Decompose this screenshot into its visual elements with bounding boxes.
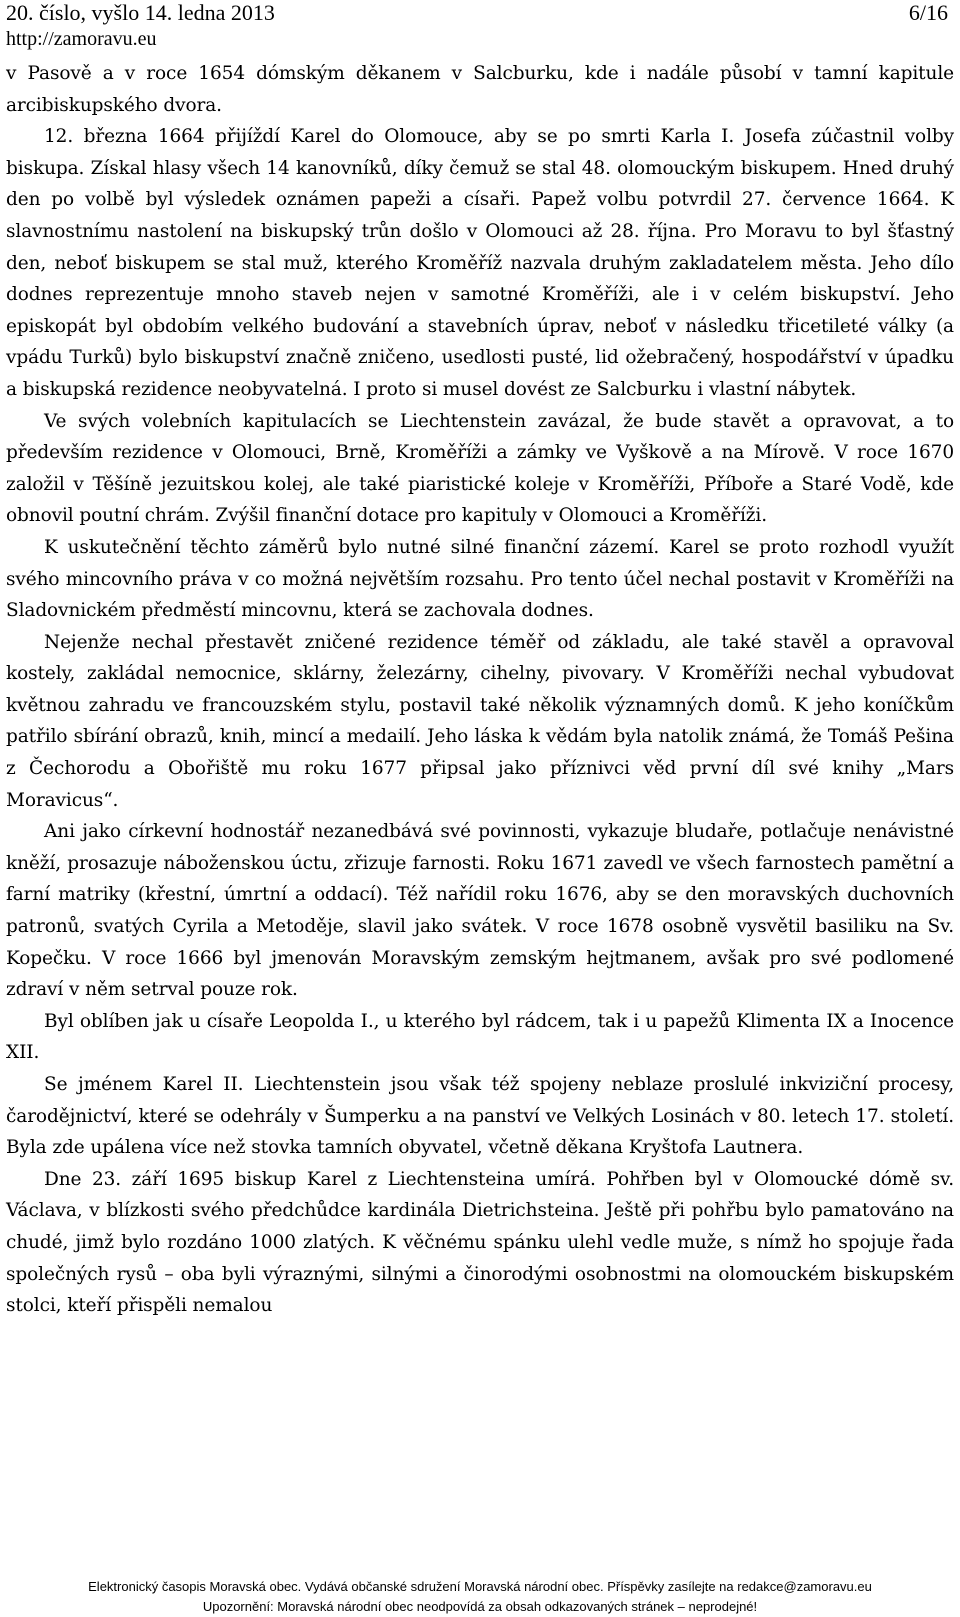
paragraph: Dne 23. září 1695 biskup Karel z Liechtensteina umírá. Pohřben byl v Olomoucké dómě sv. Václava, v blízkosti svého předchůdce kardinála Dietrichsteina. Ještě při pohřbu bylo pamatováno na chudé, jimž bylo rozdáno 1000 zlatých. K věčnému spánku ulehl vedle muže, s nímž ho spojuje řada společných rysů – oba byli výraznými, silnými a činorodými osobnostmi na olomouckém biskupském stolci, kteří přispěli nemalou	[6, 1168, 954, 1317]
paragraph: Ve svých volebních kapitulacích se Liechtenstein zavázal, že bude stavět a opravovat, a to především rezidence v Olomouci, Brně, Kroměříži a zámky ve Vyškově a na Mírově. V roce 1670 založil v Těšíně jezuitskou kolej, ale také piaristické koleje v Kroměříži, Příboře a Staré Vodě, kde obnovil poutní chrám. Zvýšil finanční dotace pro kapituly v Olomouci a Kroměříži.	[6, 410, 954, 527]
paragraph: v Pasově a v roce 1654 dómským děkanem v Salcburku, kde i nadále působí v tamní kapitule arcibiskupského dvora.	[6, 63, 954, 116]
site-url-link[interactable]: http://zamoravu.eu	[6, 28, 157, 50]
paragraph: 12. března 1664 přijíždí Karel do Olomouce, aby se po smrti Karla I. Josefa zúčastnil volby biskupa. Získal hlasy všech 14 kanovníků, díky čemuž se stal 48. olomouckým biskupem. Hned druhý den po volbě byl výsledek oznámen papeži a císaři. Papež volbu potvrdil 27. července 1664. K slavnostnímu nastolení na biskupský trůn došlo v Olomouci až 28. října. Pro Moravu to byl šťastný den, neboť biskupem se stal muž, kterého Kroměříž nazvala druhým zakladatelem města. Jeho dílo dodnes reprezentuje mnoho staveb nejen v samotné Kroměříži, ale i v celém biskupství. Jeho episkopát byl obdobím velkého budování a stavebních úprav, neboť v následku třicetileté války (a vpádu Turků) bylo biskupství značně zničeno, usedlosti pusté, lid ožebračený, hospodářství v úpadku a biskupská rezidence neobyvatelná. I proto si musel dovést ze Salcburku i vlastní nábytek.	[6, 126, 954, 400]
page-number: 6/16	[908, 0, 948, 25]
paragraph: K uskutečnění těchto záměrů bylo nutné silné finanční zázemí. Karel se proto rozhodl využít svého mincovního práva v co možná největším rozsahu. Pro tento účel nechal postavit v Kroměříži na Sladovnickém předměstí mincovnu, která se zachovala dodnes.	[6, 536, 954, 622]
paragraph: Ani jako církevní hodnostář nezanedbává své povinnosti, vykazuje bludaře, potlačuje nenávistné kněží, prosazuje náboženskou úctu, zřizuje farnosti. Roku 1671 zavedl ve všech farnostech pamětní a farní matriky (křestní, úmrtní a oddací). Též nařídil roku 1676, aby se den moravských duchovních patronů, svatých Cyrila a Metoděje, slavil jako svátek. V roce 1678 osobně vysvětil basiliku na Sv. Kopečku. V roce 1666 byl jmenován Moravským zemským hejtmanem, avšak pro své podlomené zdraví v něm setrval pouze rok.	[6, 821, 954, 1001]
header-url-line	[6, 26, 954, 52]
page-footer	[0, 1577, 960, 1617]
page-header	[6, 0, 954, 56]
paragraph: Se jménem Karel II. Liechtenstein jsou však též spojeny neblaze proslulé inkviziční procesy, čarodějnictví, které se odehrály v Šumperku a na panství ve Velkých Losinách v 80. letech 17. století. Byla zde upálena více než stovka tamních obyvatel, včetně děkana Kryštofa Lautnera.	[6, 1074, 954, 1159]
issue-info: 20. číslo, vyšlo 14. ledna 2013	[6, 0, 275, 25]
header-top-line	[6, 0, 954, 26]
footer-disclaimer-line: Upozornění: Moravská národní obec neodpovídá za obsah odkazovaných stránek – neprodejné!	[202, 1599, 758, 1614]
article-body	[6, 58, 954, 1322]
paragraph: Byl oblíben jak u císaře Leopolda I., u kterého byl rádcem, tak i u papežů Klimenta IX a Inocence XII.	[6, 1010, 954, 1064]
paragraph: Nejenže nechal přestavět zničené rezidence téměř od základu, ale také stavěl a opravoval kostely, zakládal nemocnice, sklárny, železárny, cihelny, pivovary. V Kroměříži nechal vybudovat květnou zahradu ve francouzském stylu, postavil také několik významných domů. K jeho koníčkům patřilo sbírání obrazů, knih, mincí a medailí. Jeho láska k vědám byla natolik známá, že Tomáš Pešina z Čechorodu a Obořiště mu roku 1677 připsal jako příznivci věd první díl své knihy „Mars Moravicus“.	[6, 631, 954, 811]
footer-publisher-line: Elektronický časopis Moravská obec. Vydává občanské sdružení Moravská národní obec. Příspěvky zasílejte na redakce@zamoravu.eu	[88, 1579, 872, 1594]
